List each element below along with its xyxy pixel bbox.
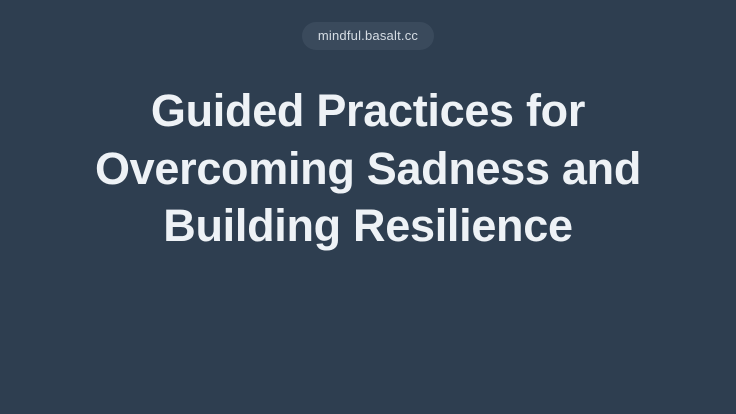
title-block <box>48 82 688 255</box>
page-title: Guided Practices for Overcoming Sadness and Building Resilience <box>94 85 642 252</box>
domain-badge: mindful.basalt.cc <box>302 22 434 50</box>
